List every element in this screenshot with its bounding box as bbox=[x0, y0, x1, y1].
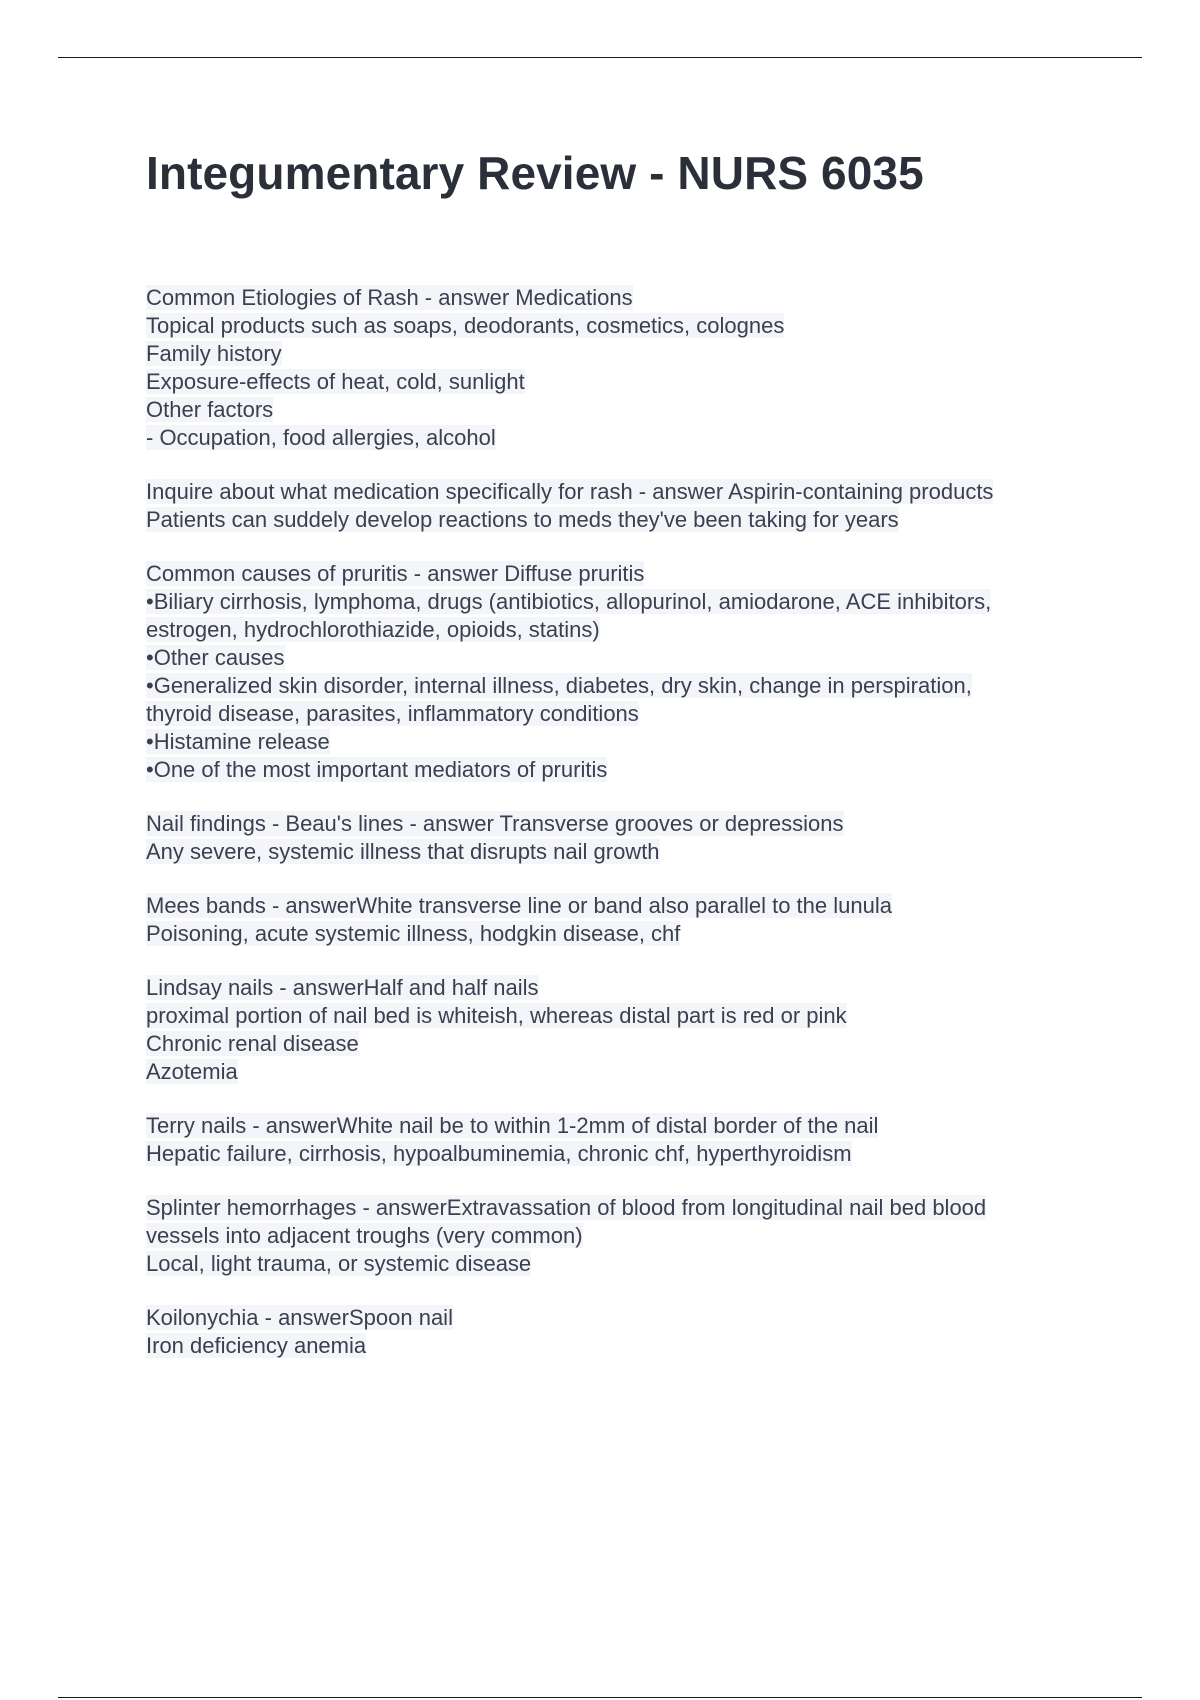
text-line: Splinter hemorrhages - answerExtravassation of blood from longitudinal nail bed blood bbox=[146, 1195, 987, 1220]
text-line: - Occupation, food allergies, alcohol bbox=[146, 425, 496, 450]
text-line: Mees bands - answerWhite transverse line or band also parallel to the lunula bbox=[146, 893, 892, 918]
qa-block-lindsay-nails bbox=[146, 974, 1086, 1086]
qa-block-pruritis-causes bbox=[146, 560, 1086, 784]
qa-block-beaus-lines bbox=[146, 810, 1086, 866]
qa-block-splinter-hemorrhages bbox=[146, 1194, 1086, 1278]
text-line: Poisoning, acute systemic illness, hodgkin disease, chf bbox=[146, 921, 681, 946]
text-line: •Generalized skin disorder, internal illness, diabetes, dry skin, change in perspiration, bbox=[146, 673, 972, 698]
qa-block-terry-nails bbox=[146, 1112, 1086, 1168]
text-line: Common Etiologies of Rash - answer Medications bbox=[146, 285, 633, 310]
qa-block-mees-bands bbox=[146, 892, 1086, 948]
text-line: Inquire about what medication specifically for rash - answer Aspirin-containing products bbox=[146, 479, 994, 504]
text-line: estrogen, hydrochlorothiazide, opioids, statins) bbox=[146, 617, 600, 642]
text-line: Koilonychia - answerSpoon nail bbox=[146, 1305, 453, 1330]
bottom-rule bbox=[58, 1697, 1142, 1698]
text-line: thyroid disease, parasites, inflammatory conditions bbox=[146, 701, 639, 726]
top-rule bbox=[58, 57, 1142, 58]
text-line: Azotemia bbox=[146, 1059, 238, 1084]
text-line: Nail findings - Beau's lines - answer Transverse grooves or depressions bbox=[146, 811, 844, 836]
text-line: Common causes of pruritis - answer Diffuse pruritis bbox=[146, 561, 645, 586]
text-line: Local, light trauma, or systemic disease bbox=[146, 1251, 532, 1276]
text-line: •Other causes bbox=[146, 645, 285, 670]
text-line: •Biliary cirrhosis, lymphoma, drugs (antibiotics, allopurinol, amiodarone, ACE inhibitors, bbox=[146, 589, 992, 614]
qa-block-rash-etiologies bbox=[146, 284, 1086, 452]
qa-block-rash-medication bbox=[146, 478, 1086, 534]
text-line: Patients can suddely develop reactions to meds they've been taking for years bbox=[146, 507, 899, 532]
text-line: Other factors bbox=[146, 397, 274, 422]
qa-block-koilonychia bbox=[146, 1304, 1086, 1360]
text-line: Chronic renal disease bbox=[146, 1031, 359, 1056]
text-line: Exposure-effects of heat, cold, sunlight bbox=[146, 369, 525, 394]
text-line: Iron deficiency anemia bbox=[146, 1333, 367, 1358]
text-line: Hepatic failure, cirrhosis, hypoalbuminemia, chronic chf, hyperthyroidism bbox=[146, 1141, 852, 1166]
text-line: Terry nails - answerWhite nail be to within 1-2mm of distal border of the nail bbox=[146, 1113, 879, 1138]
text-line: Family history bbox=[146, 341, 282, 366]
text-line: •One of the most important mediators of pruritis bbox=[146, 757, 608, 782]
text-line: Lindsay nails - answerHalf and half nails bbox=[146, 975, 539, 1000]
text-line: •Histamine release bbox=[146, 729, 330, 754]
text-line: Topical products such as soaps, deodorants, cosmetics, colognes bbox=[146, 313, 785, 338]
text-line: vessels into adjacent troughs (very common) bbox=[146, 1223, 583, 1248]
document-body bbox=[146, 284, 1086, 1386]
page-title: Integumentary Review - NURS 6035 bbox=[146, 147, 924, 199]
text-line: Any severe, systemic illness that disrupts nail growth bbox=[146, 839, 660, 864]
text-line: proximal portion of nail bed is whiteish, whereas distal part is red or pink bbox=[146, 1003, 847, 1028]
